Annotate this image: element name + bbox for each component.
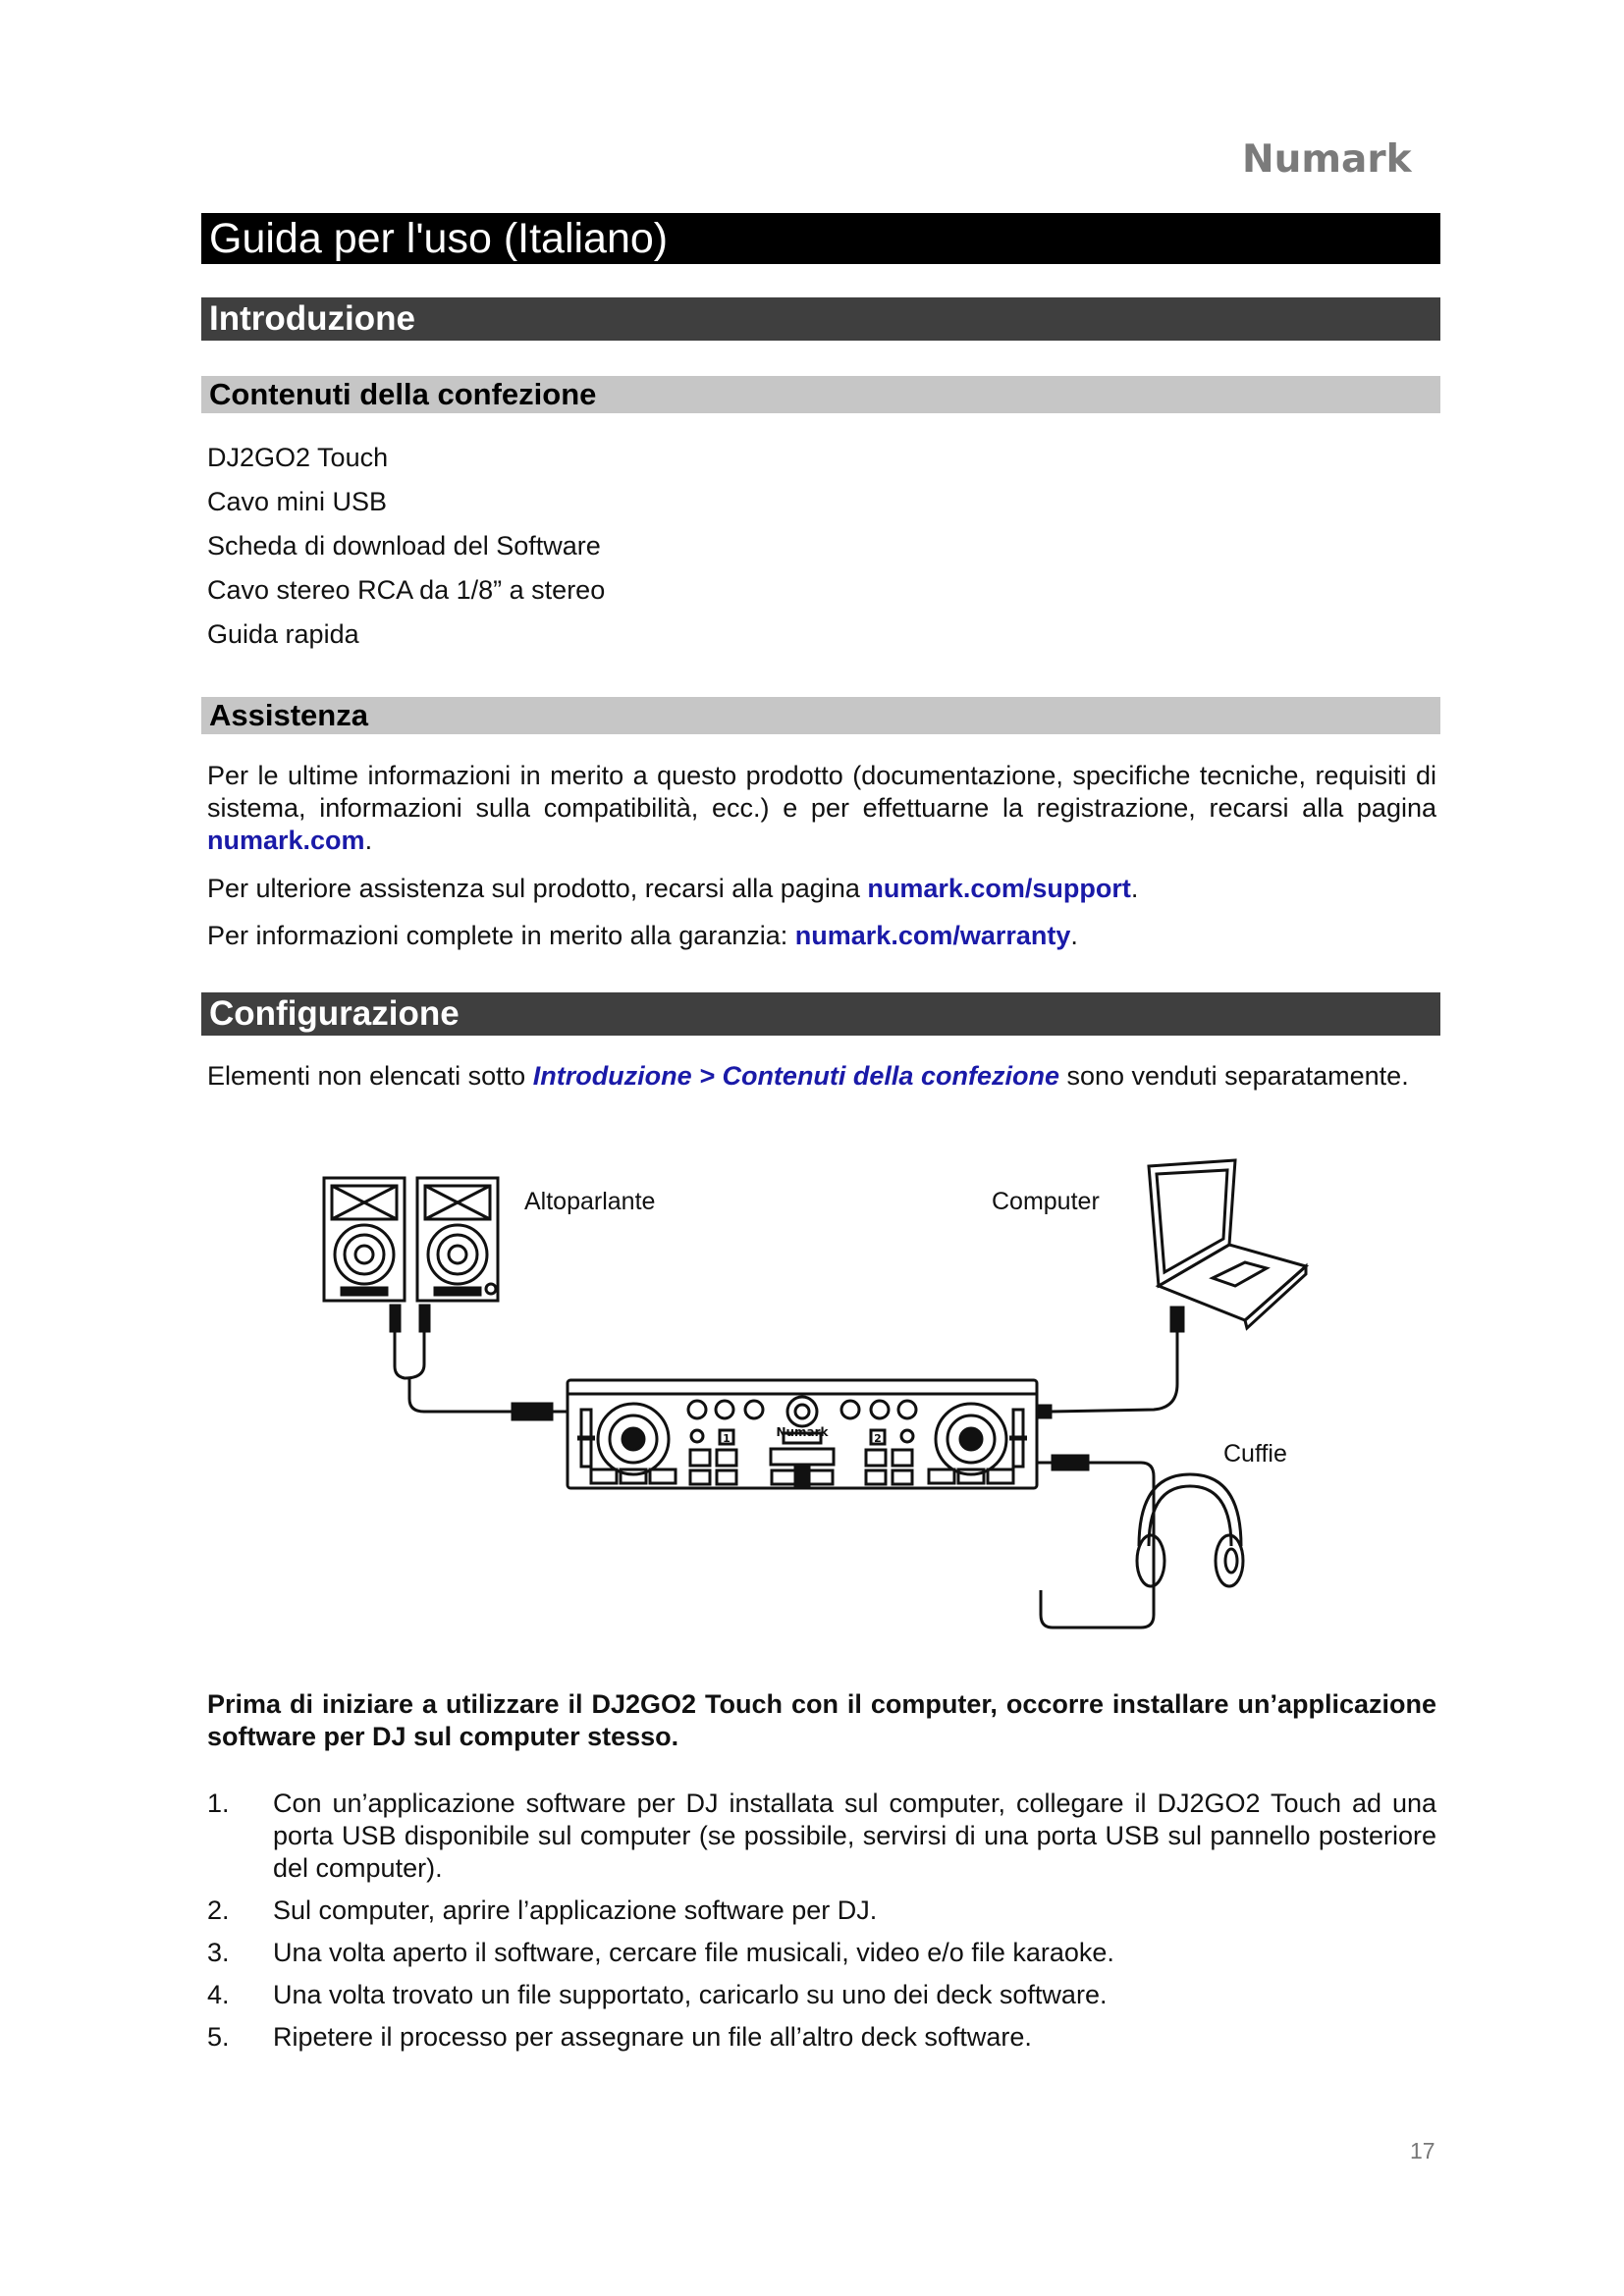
step-number: 2. bbox=[207, 1896, 230, 1925]
step-number: 4. bbox=[207, 1980, 230, 2009]
speaker-right-icon bbox=[417, 1178, 498, 1301]
support-text-2: Per ulteriore assistenza sul prodotto, recarsi alla pagina bbox=[207, 874, 868, 903]
page-title: Guida per l'uso (Italiano) bbox=[201, 213, 1440, 264]
support-text-1: Per le ultime informazioni in merito a questo prodotto (documentazione, specifiche tecniche, requisiti di sistema, informazioni sulla compatibilità, ecc.) e per effettuarne la registrazione, recarsi alla pagina bbox=[207, 761, 1436, 823]
step-text: Con un’applicazione software per DJ installata sul computer, collegare il DJ2GO2 Touch ad una porta USB disponibile sul computer (se possibile, servirsi di una porta USB sul pannello posteriore del computer). bbox=[273, 1789, 1436, 1883]
step-text: Ripetere il processo per assegnare un file all’altro deck software. bbox=[273, 2022, 1032, 2052]
headphones-label: Cuffie bbox=[1223, 1440, 1287, 1468]
list-item bbox=[207, 1895, 1436, 1927]
diagram-illustration bbox=[314, 1158, 1335, 1649]
subsection-contenuti: Contenuti della confezione bbox=[201, 376, 1440, 413]
step-number: 3. bbox=[207, 1938, 230, 1967]
support-paragraph-1 bbox=[207, 760, 1436, 857]
link-support[interactable]: numark.com/support bbox=[867, 874, 1131, 903]
list-item: DJ2GO2 Touch bbox=[207, 443, 389, 472]
link-numark[interactable]: numark.com bbox=[207, 826, 365, 855]
list-item bbox=[207, 1788, 1436, 1885]
page-number: 17 bbox=[1410, 2138, 1435, 2163]
box-contents-list bbox=[207, 438, 605, 659]
list-item: Scheda di download del Software bbox=[207, 531, 601, 561]
laptop-icon bbox=[1149, 1160, 1306, 1328]
usb-cable-icon bbox=[1037, 1308, 1183, 1417]
controller-brand-label: Numark bbox=[776, 1425, 829, 1439]
deck-1-label: 1 bbox=[723, 1432, 731, 1445]
support-text-3: Per informazioni complete in merito alla garanzia: bbox=[207, 921, 795, 950]
link-warranty[interactable]: numark.com/warranty bbox=[794, 921, 1071, 950]
speaker-label: Altoparlante bbox=[524, 1188, 656, 1215]
list-item bbox=[207, 1979, 1436, 2011]
headphone-cable-icon bbox=[1037, 1456, 1154, 1628]
connection-diagram bbox=[314, 1158, 1335, 1654]
step-text: Sul computer, aprire l’applicazione software per DJ. bbox=[273, 1896, 878, 1925]
rca-cable-icon bbox=[391, 1306, 568, 1419]
subsection-assistenza: Assistenza bbox=[201, 697, 1440, 734]
punctuation: . bbox=[1130, 874, 1139, 903]
computer-label: Computer bbox=[992, 1188, 1100, 1215]
list-item bbox=[207, 2021, 1436, 2054]
support-paragraph-2 bbox=[207, 873, 1436, 905]
step-number: 5. bbox=[207, 2022, 230, 2052]
step-text: Una volta trovato un file supportato, caricarlo su uno dei deck software. bbox=[273, 1980, 1108, 2009]
punctuation: . bbox=[1070, 921, 1078, 950]
support-paragraph-3 bbox=[207, 920, 1436, 952]
list-item: Cavo stereo RCA da 1/8” a stereo bbox=[207, 575, 606, 605]
link-contenuti[interactable]: Introduzione > Contenuti della confezione bbox=[532, 1061, 1059, 1091]
list-item: Guida rapida bbox=[207, 619, 359, 649]
step-text: Una volta aperto il software, cercare file musicali, video e/o file karaoke. bbox=[273, 1938, 1114, 1967]
setup-intro-text: Elementi non elencati sotto bbox=[207, 1061, 533, 1091]
list-item bbox=[207, 1937, 1436, 1969]
speaker-left-icon bbox=[324, 1178, 405, 1301]
setup-steps bbox=[207, 1788, 1436, 2063]
step-number: 1. bbox=[207, 1789, 230, 1818]
list-item: Cavo mini USB bbox=[207, 487, 388, 516]
punctuation: . bbox=[364, 826, 373, 855]
setup-intro-end: sono venduti separatamente. bbox=[1058, 1061, 1409, 1091]
deck-2-label: 2 bbox=[874, 1432, 882, 1445]
section-introduzione: Introduzione bbox=[201, 297, 1440, 341]
section-configurazione: Configurazione bbox=[201, 992, 1440, 1036]
numark-logo: Numark bbox=[1242, 137, 1412, 182]
setup-warning: Prima di iniziare a utilizzare il DJ2GO2 Touch con il computer, occorre installare un’applicazione software per DJ sul computer stesso. bbox=[207, 1689, 1436, 1751]
setup-intro bbox=[207, 1060, 1436, 1093]
